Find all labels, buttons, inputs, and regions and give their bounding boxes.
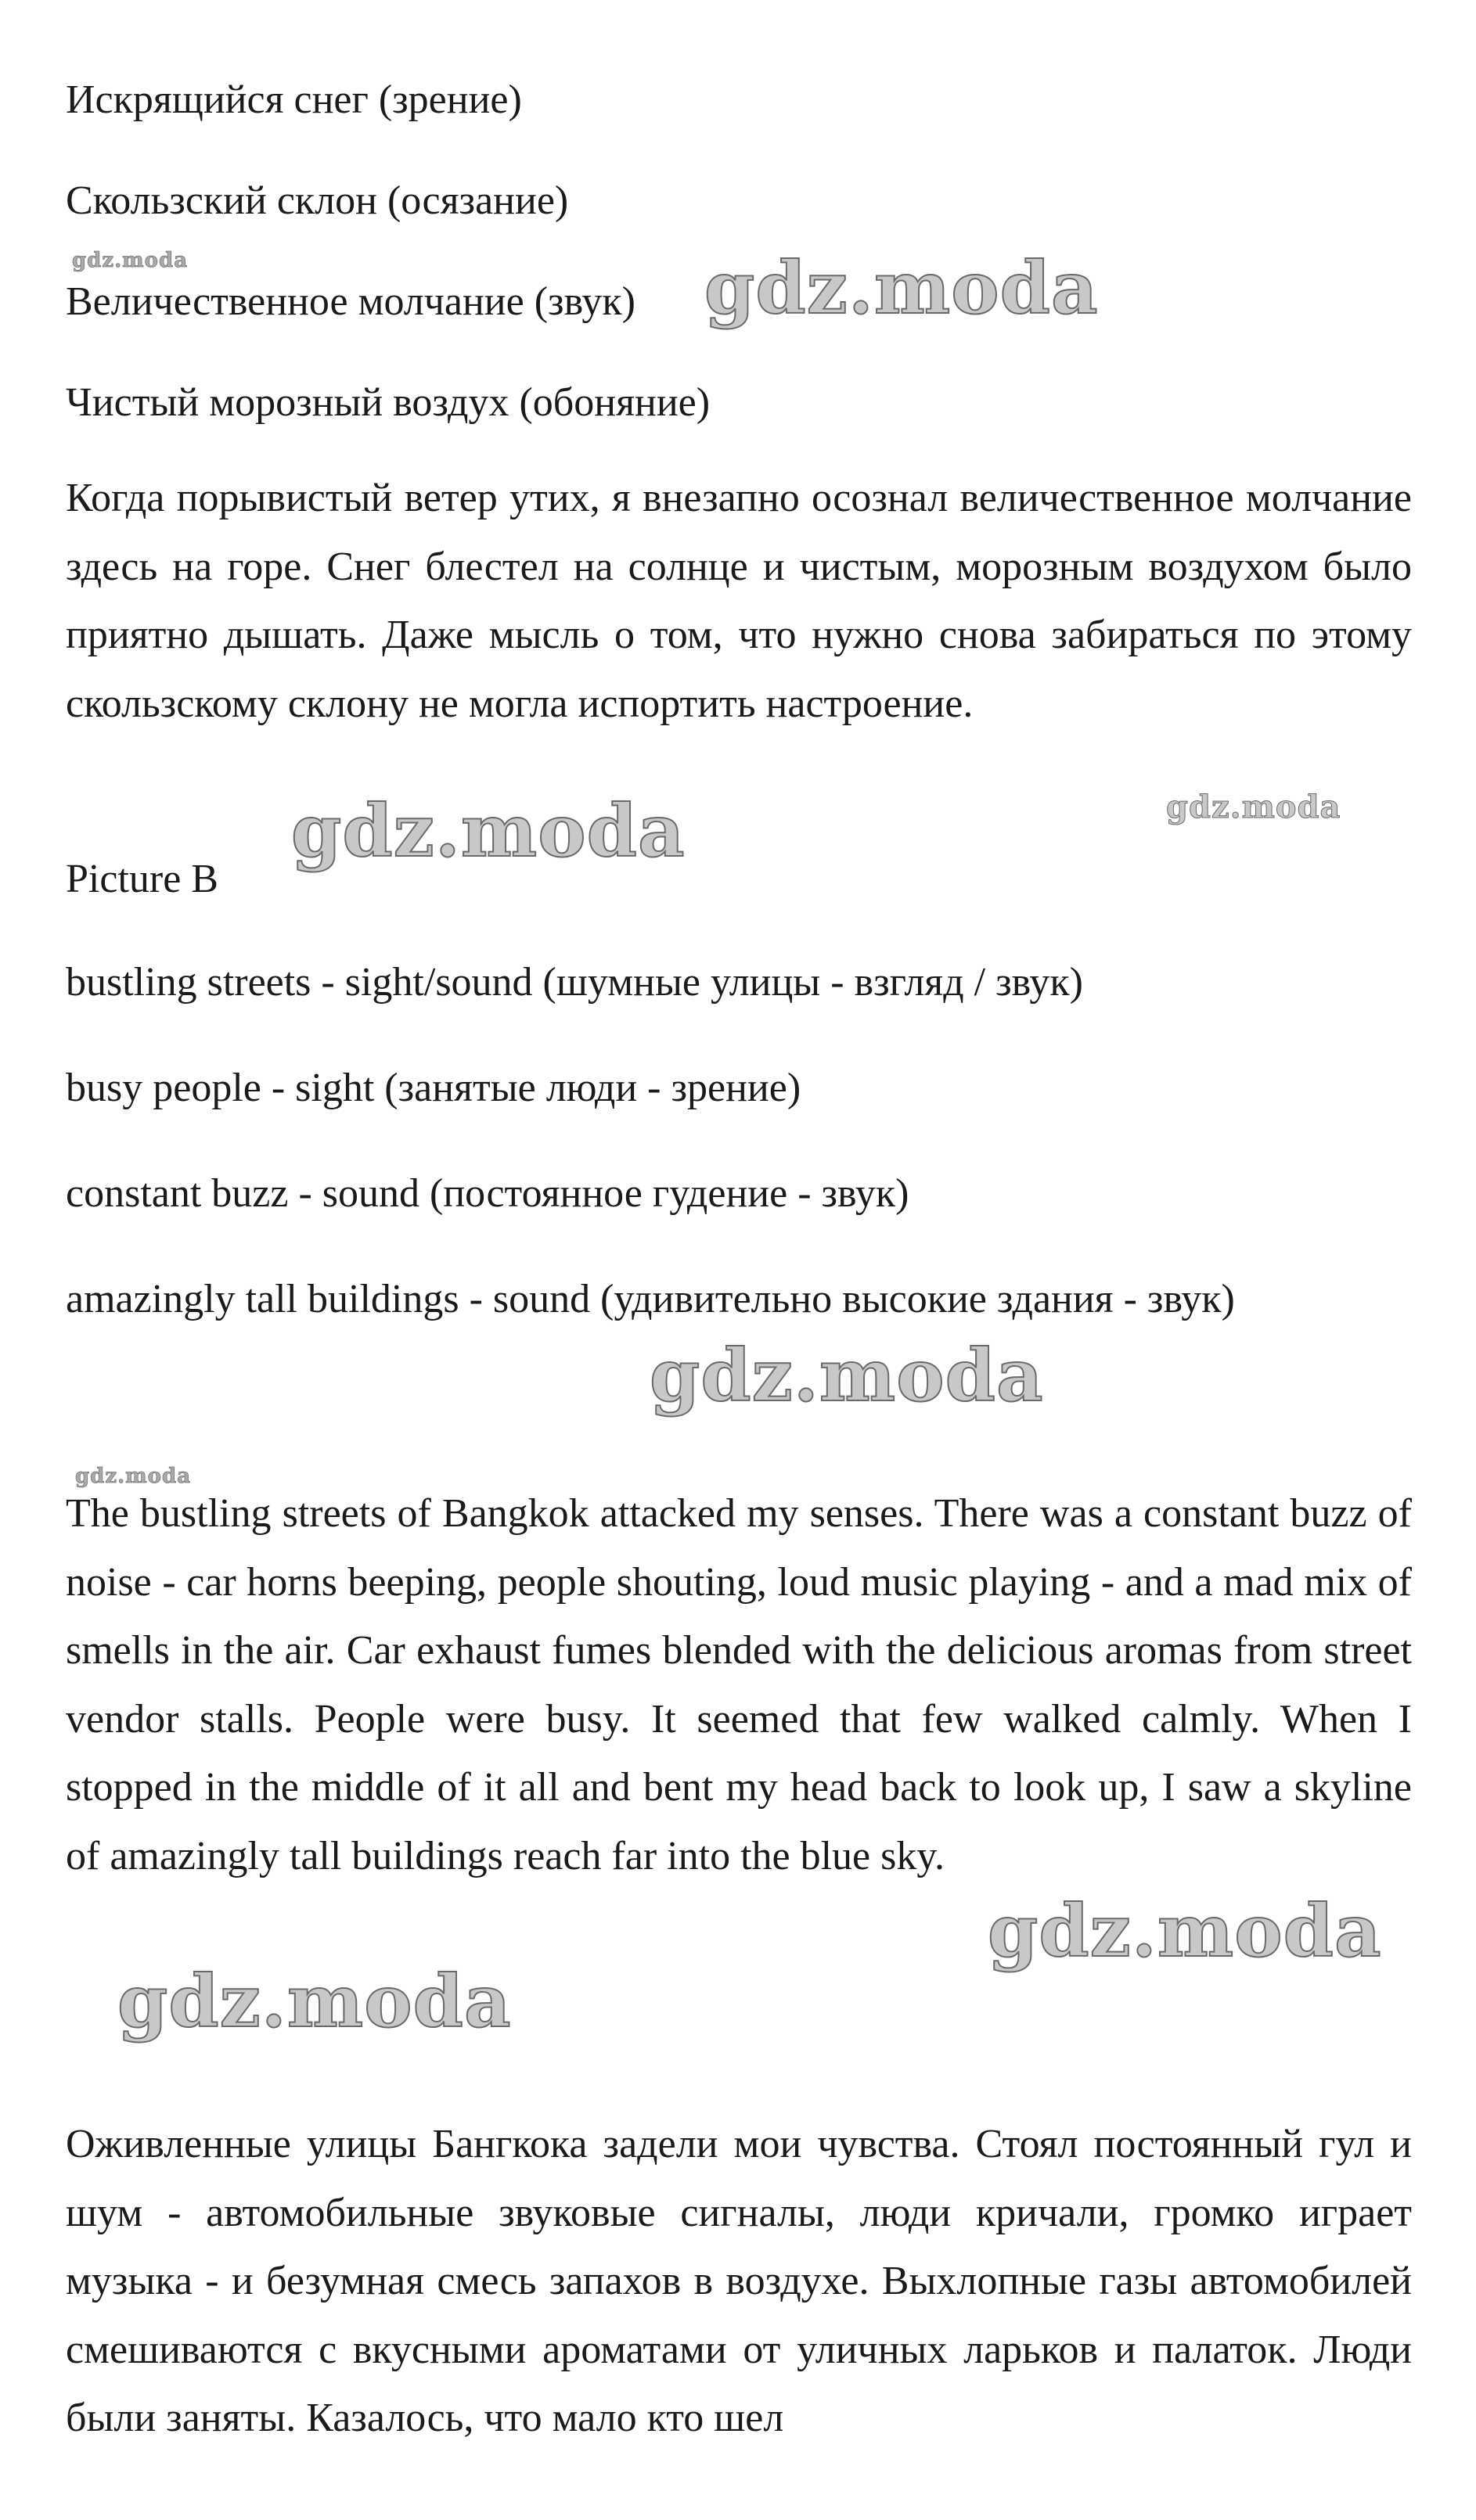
phrase-busy-people: busy people - sight (занятые люди - зрение) — [66, 1066, 801, 1110]
phrase-slippery-slope: Скользский склон (осязание) — [66, 178, 569, 223]
phrase-tall-buildings: amazingly tall buildings - sound (удивительно высокие здания - звук) — [66, 1277, 1235, 1321]
phrase-sparkling-snow: Искрящийся снег (зрение) — [66, 77, 522, 122]
watermark-logo: gdz.moda — [988, 1889, 1382, 1973]
watermark-logo: gdz.moda — [75, 1465, 192, 1488]
watermark-logo: gdz.moda — [650, 1333, 1044, 1418]
phrase-bustling-streets: bustling streets - sight/sound (шумные улицы - взгляд / звук) — [66, 960, 1083, 1005]
paragraph-bangkok-en: The bustling streets of Bangkok attacked my senses. There was a constant buzz of noise - car horns beeping, people shouting, loud music playing - and a mad mix of smells in the air. Car exhaust fumes blended with the delicious aromas from street vendor stalls. People were busy. It seemed that few walked calmly. When I stopped in the middle of it all and bent my head back to look up, I saw a skyline of amazingly tall buildings reach far into the blue sky. — [66, 1491, 1412, 1878]
heading-picture-b: Picture B — [66, 857, 218, 901]
watermark-logo: gdz.moda — [704, 246, 1099, 330]
watermark-logo: gdz.moda — [72, 249, 189, 272]
phrase-clean-frosty-air: Чистый морозный воздух (обоняние) — [66, 380, 711, 425]
phrase-constant-buzz: constant buzz - sound (постоянное гудение - звук) — [66, 1171, 909, 1216]
watermark-logo: gdz.moda — [291, 789, 686, 873]
paragraph-mountain-ru: Когда порывистый ветер утих, я внезапно осознал величественное молчание здесь на горе. Снег блестел на солнце и чистым, морозным воздухом было приятно дышать. Даже мысль о том, что нужно снова забираться по этому скользскому склону не могла испортить настроение. — [66, 476, 1412, 726]
paragraph-bangkok-ru: Оживленные улицы Бангкока задели мои чувства. Стоял постоянный гул и шум - автомобильные звуковые сигналы, люди кричали, громко играет музыка - и безумная смесь запахов в воздухе. Выхлопные газы автомобилей смешиваются с вкусными ароматами от уличных ларьков и палаток. Люди были заняты. Казалось, что мало кто шел — [66, 2122, 1412, 2440]
watermark-logo: gdz.moda — [117, 1959, 512, 2044]
phrase-majestic-silence: Величественное молчание (звук) — [66, 279, 635, 324]
watermark-logo: gdz.moda — [1166, 789, 1341, 825]
